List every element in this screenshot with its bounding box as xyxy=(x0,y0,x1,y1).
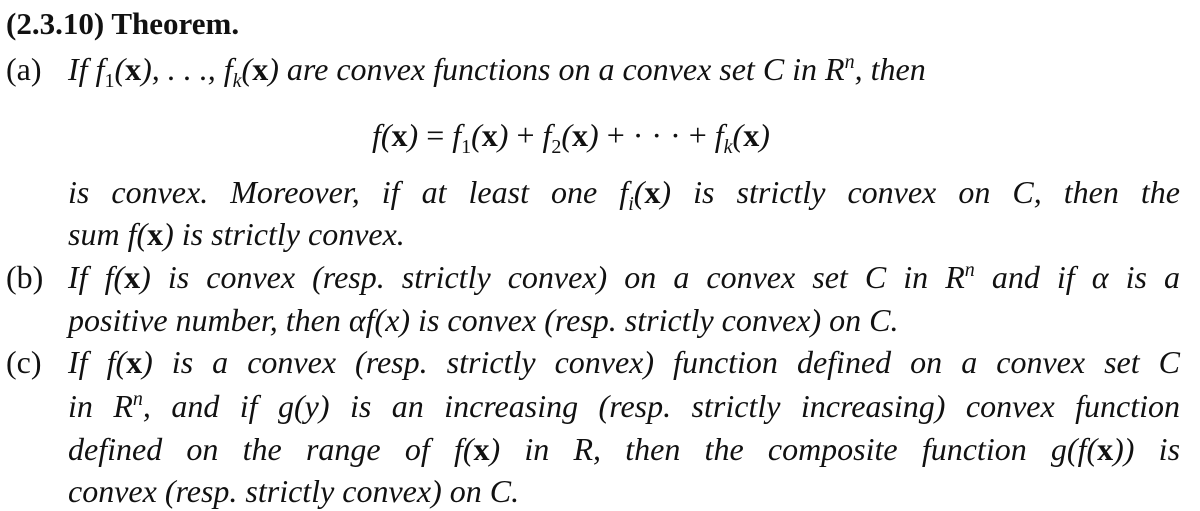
item-label-c: (c) xyxy=(6,344,42,380)
item-c-line-4: convex (resp. strictly convex) on C. xyxy=(68,473,520,509)
item-label-a: (a) xyxy=(6,51,42,87)
item-b-line-2: positive number, then αf(x) is convex (resp. strictly convex) on C. xyxy=(68,302,899,338)
item-b-line-1: If f(x) is convex (resp. strictly convex) on a convex set C in $R^n$ and if α is a xyxy=(68,259,1181,295)
item-c-line-2: in $R^n$, and if g(y) is an increasing (resp. strictly increasing) convex function xyxy=(68,388,1181,424)
theorem-heading xyxy=(6,4,239,44)
theorem-number: (2.3.10) xyxy=(6,6,105,41)
item-a-line-3: is convex. Moreover, if at least one $f_i(x)$ is strictly convex on C, then the xyxy=(68,174,1181,215)
item-a-line-4: sum f(x) is strictly convex. xyxy=(68,216,405,252)
item-c-line-1: If f(x) is a convex (resp. strictly convex) function defined on a convex set C xyxy=(68,344,1181,380)
item-a-line-1: If $f_1(x)$, . . ., $f_k(x)$ are convex functions on a convex set C in $R^n$, then xyxy=(68,51,926,92)
item-c-line-3: defined on the range of f(x) in R, then the composite function g(f(x)) is xyxy=(68,431,1181,467)
item-a-formula: $f(x) = f_1(x) + f_2(x)$ + · · · + $f_k(x)$ xyxy=(372,117,770,158)
item-label-b: (b) xyxy=(6,259,44,295)
theorem-title: Theorem. xyxy=(111,6,240,41)
